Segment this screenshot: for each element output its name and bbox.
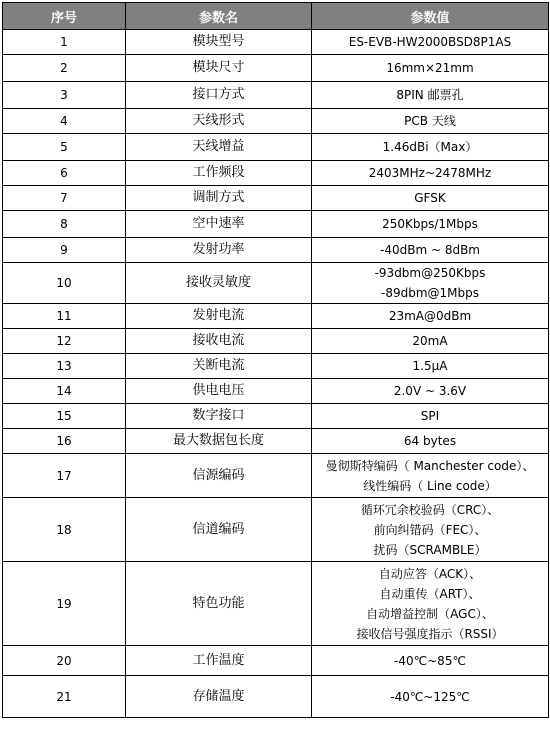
param-value-line: 2403MHz~2478MHz: [368, 166, 492, 180]
param-name: 供电电压: [126, 379, 312, 404]
param-value-line: 扰码（SCRAMBLE）: [373, 542, 487, 557]
param-name: 调制方式: [126, 186, 312, 211]
param-value-line: 自动增益控制（AGC）、: [366, 606, 494, 621]
param-value: [312, 161, 549, 186]
header-index: 序号: [3, 3, 126, 30]
param-value-line: 线性编码（ Line code）: [363, 478, 497, 493]
param-value: [312, 329, 549, 354]
table-row: [3, 646, 549, 676]
param-value: [312, 562, 549, 646]
param-name: 模块型号: [126, 30, 312, 55]
table-row: [3, 676, 549, 718]
table-row: [3, 562, 549, 646]
table-row: [3, 30, 549, 55]
header-param-name: 参数名: [126, 3, 312, 30]
table-row: [3, 379, 549, 404]
row-index: 3: [3, 82, 126, 109]
header-row: [3, 3, 549, 30]
row-index: 5: [3, 134, 126, 161]
row-index: 13: [3, 354, 126, 379]
param-value-line: 曼彻斯特编码（ Manchester code）、: [325, 458, 535, 473]
param-name: 接收灵敏度: [126, 263, 312, 304]
row-index: 17: [3, 454, 126, 498]
row-index: 9: [3, 238, 126, 263]
row-index: 7: [3, 186, 126, 211]
param-value: [312, 429, 549, 454]
param-value-line: 1.5μA: [412, 359, 448, 373]
row-index: 14: [3, 379, 126, 404]
table-row: [3, 329, 549, 354]
row-index: 1: [3, 30, 126, 55]
param-name: 信道编码: [126, 498, 312, 562]
row-index: 8: [3, 211, 126, 238]
param-value-line: -40℃~85℃: [394, 653, 466, 668]
param-name: 关断电流: [126, 354, 312, 379]
param-value: [312, 109, 549, 134]
param-name: 空中速率: [126, 211, 312, 238]
row-index: 20: [3, 646, 126, 676]
table-row: [3, 161, 549, 186]
row-index: 2: [3, 55, 126, 82]
param-name: 接收电流: [126, 329, 312, 354]
param-value: [312, 30, 549, 55]
param-value: [312, 379, 549, 404]
table-row: [3, 55, 549, 82]
row-index: 19: [3, 562, 126, 646]
row-index: 4: [3, 109, 126, 134]
param-value-line: GFSK: [414, 191, 446, 205]
table-row: [3, 354, 549, 379]
param-value: [312, 454, 549, 498]
spec-table: [2, 2, 549, 718]
param-value: [312, 82, 549, 109]
spec-table-container: [2, 2, 548, 718]
param-value: [312, 263, 549, 304]
param-name: 工作温度: [126, 646, 312, 676]
param-value: [312, 404, 549, 429]
param-value-line: 8PIN 邮票孔: [396, 88, 464, 102]
param-value: [312, 646, 549, 676]
param-value-line: PCB 天线: [404, 114, 456, 128]
param-value: [312, 134, 549, 161]
table-row: [3, 238, 549, 263]
param-value-line: 16mm×21mm: [386, 61, 474, 75]
table-row: [3, 404, 549, 429]
param-value-line: 250Kbps/1Mbps: [382, 217, 478, 231]
param-value-line: ES-EVB-HW2000BSD8P1AS: [348, 35, 512, 49]
param-value-line: 2.0V ~ 3.6V: [393, 384, 467, 398]
param-name: 天线增益: [126, 134, 312, 161]
param-value-line: -40dBm ~ 8dBm: [380, 243, 480, 257]
row-index: 16: [3, 429, 126, 454]
table-row: [3, 211, 549, 238]
param-value: [312, 211, 549, 238]
table-row: [3, 109, 549, 134]
row-index: 6: [3, 161, 126, 186]
param-value-line: 接收信号强度指示（RSSI）: [356, 626, 504, 641]
param-name: 数字接口: [126, 404, 312, 429]
row-index: 10: [3, 263, 126, 304]
param-name: 特色功能: [126, 562, 312, 646]
row-index: 11: [3, 304, 126, 329]
param-value: [312, 304, 549, 329]
param-value-line: 自动应答（ACK）、: [378, 566, 482, 581]
param-value-line: -93dbm@250Kbps: [374, 266, 486, 280]
table-row: [3, 498, 549, 562]
row-index: 12: [3, 329, 126, 354]
param-value-line: 23mA@0dBm: [388, 309, 472, 323]
param-value: [312, 55, 549, 82]
row-index: 21: [3, 676, 126, 718]
param-name: 发射功率: [126, 238, 312, 263]
param-name: 发射电流: [126, 304, 312, 329]
row-index: 15: [3, 404, 126, 429]
table-row: [3, 454, 549, 498]
table-row: [3, 304, 549, 329]
param-value-line: -40℃~125℃: [390, 689, 470, 704]
header-param-value: 参数值: [312, 3, 549, 30]
param-name: 最大数据包长度: [126, 429, 312, 454]
table-body: [3, 30, 549, 718]
param-name: 工作频段: [126, 161, 312, 186]
param-name: 模块尺寸: [126, 55, 312, 82]
table-row: [3, 186, 549, 211]
row-index: 18: [3, 498, 126, 562]
param-value: [312, 676, 549, 718]
param-value-line: 循环冗余校验码（CRC）、: [360, 502, 500, 517]
table-row: [3, 82, 549, 109]
param-value-line: 前向纠错码（FEC）、: [373, 522, 487, 537]
param-value-line: 64 bytes: [403, 434, 457, 448]
param-value-line: SPI: [420, 409, 440, 423]
param-value-line: 1.46dBi（Max）: [382, 140, 478, 154]
param-value: [312, 238, 549, 263]
table-row: [3, 263, 549, 304]
table-row: [3, 429, 549, 454]
param-value-line: 自动重传（ART）、: [379, 586, 481, 601]
param-name: 存储温度: [126, 676, 312, 718]
param-value-line: 20mA: [412, 334, 448, 348]
param-value: [312, 354, 549, 379]
param-name: 接口方式: [126, 82, 312, 109]
table-row: [3, 134, 549, 161]
param-value: [312, 186, 549, 211]
param-value-line: -89dbm@1Mbps: [381, 286, 479, 300]
param-name: 天线形式: [126, 109, 312, 134]
param-name: 信源编码: [126, 454, 312, 498]
param-value: [312, 498, 549, 562]
